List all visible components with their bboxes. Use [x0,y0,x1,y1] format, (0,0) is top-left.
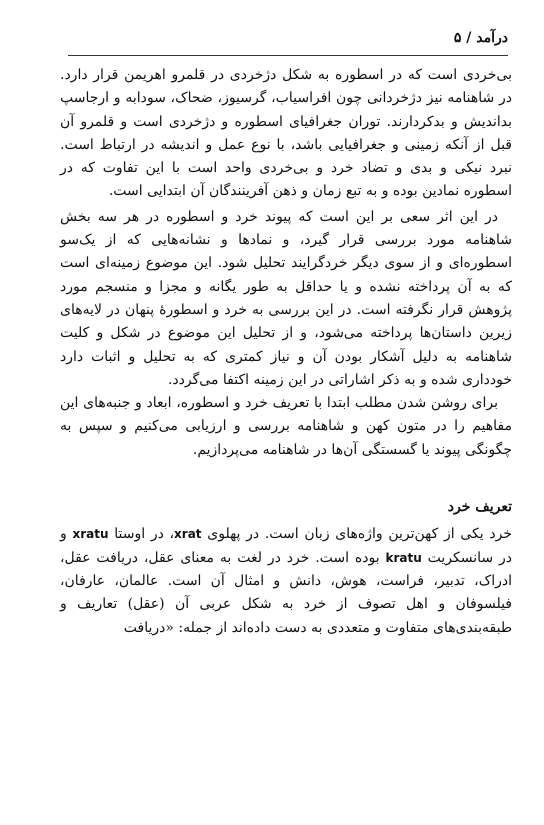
paragraph-intro: بی‌خردی است که در اسطوره به شکل دژخردی در قلمرو اهریمن قرار دارد. در شاهنامه نیز دژخردانی چون افراسیاب، گرسیوز، ضحاک، سودابه و ارجاسپ بداندیش و بدکردارند. توران جغرافیای اسطوره و دژخردی است و قلمرو آن قبل از آنکه زمینی و جغرافیایی باشد، با نوع عمل و اندیشه در ارتباط است. نبرد نیکی و بدی و تضاد خرد و بی‌خردی واحد است با این تفاوت که در اسطوره نمادین بوده و به تبع زمان و ذهن آفرینندگان آن ابتدایی است. [60,67,512,200]
term-avestan: xratu [72,527,109,542]
definition-text-1: خرد یکی از کهن‌ترین واژه‌های زبان است. در پهلوی [201,526,512,543]
term-sanskrit: kratu [385,550,422,565]
definition-text-4: بوده است. خرد در لغت به معنای عقل، دریافت عقل، ادراک، تدبیر، فراست، هوش، دانش و امثال آن است. عالمان، عارفان، فیلسوفان و اهل تصوف از خرد به شکل عربی آن (عقل) تعاریف و طبقه‌بندی‌های متفاوت و متعددی به دست داده‌اند از جمله: «دریافت [60,549,512,636]
paragraph-aim: در این اثر سعی بر این است که پیوند خرد و اسطوره در هر سه بخش شاهنامه مورد بررسی قرار گیرد، و نمادها و نشانه‌هایی که از یک‌سو اسطوره‌ای و از سوی دیگر خردگرایند تحلیل شود. این موضوع زمینه‌ای است که به آن پرداخته نشده و یا حداقل به طور یگانه و مجزا و منسجم مورد پژوهش قرار نگرفته است. در این بررسی به خرد و اسطورهٔ پنهان در لایه‌های زیرین داستان‌ها پرداخته می‌شود، و از تحلیل این موضوع در شکل و کلیت شاهنامه به دلیل آشکار بودن آن و نیاز کمتری که به تحلیل و اثبات دارد خودداری شده و به ذکر اشاراتی در این زمینه اکتفا می‌گردد. [60,208,512,388]
paragraph-method: برای روشن شدن مطلب ابتدا با تعریف خرد و اسطوره، ابعاد و جنبه‌های این مفاهیم را در متون کهن و شاهنامه بررسی و ارزیابی می‌کنیم و سپس به چگونگی پیوند یا گسستگی آن‌ها در شاهنامه می‌پردازیم. [60,395,512,458]
definition-text-3: و در سانسکریت [60,526,512,566]
definition-text-2: ، در اوستا [108,526,175,543]
body-text [60,64,512,640]
paragraph-definition [60,523,512,639]
header-rule [68,55,508,56]
section-heading: تعریف خرد [447,499,512,516]
term-pahlavi: xrat [174,527,202,542]
running-header [68,30,508,52]
running-title: درآمد / ۵ [453,30,508,46]
